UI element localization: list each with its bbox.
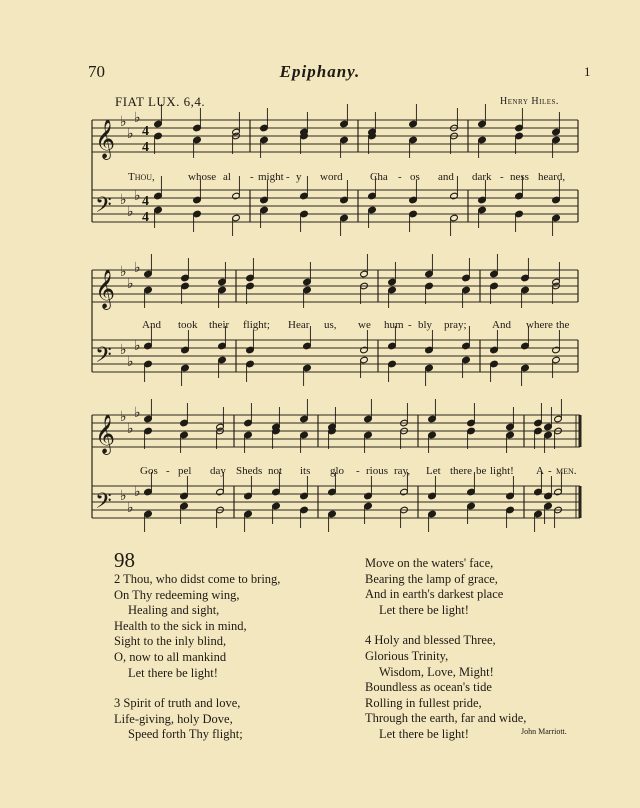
treble-clef-icon: 𝄞 [95,269,116,309]
lyric-syllable: whose [188,171,217,183]
verse-line: Health to the sick in mind, [114,618,247,633]
page-number: 70 [88,62,105,81]
lyric-syllable: flight; [243,319,270,331]
lyric-syllable: and [438,171,454,183]
lyric-syllable: Sheds [236,465,263,477]
lyric-syllable: Gos [140,465,158,477]
lyric-syllable: Hear [288,319,310,331]
flat-icon: ♭ [120,410,127,425]
lyric-syllable: the [556,319,570,331]
flat-icon: ♭ [120,489,127,504]
verse-line: Life-giving, holy Dove, [114,711,233,726]
verse-line: Let there be light! [379,726,469,741]
verse-line: On Thy redeeming wing, [114,587,240,602]
lyric-syllable: where [526,319,553,331]
lyric-syllable: dark [472,171,492,183]
verse-line: O, now to all mankind [114,649,227,664]
flat-icon: ♭ [120,115,127,130]
time-signature-top: 4 [142,194,149,209]
time-signature-top: 4 [142,124,149,139]
lyric-syllable: - [548,465,552,477]
tune-name: FIAT LUX. 6,4. [115,94,206,109]
flat-icon: ♭ [134,261,141,276]
verse-line [114,681,280,696]
lyric-syllable: might [258,171,284,183]
flat-icon: ♭ [120,343,127,358]
verse-line: Let there be light! [128,665,218,680]
verse-line: Move on the waters' face, [365,556,494,570]
lyric-syllable: we [358,319,371,331]
flat-icon: ♭ [134,189,141,204]
lyric-syllable: A [536,465,544,477]
verse-line: Bearing the lamp of grace, [365,571,498,586]
flat-icon: ♭ [127,127,134,142]
bass-clef-icon: 𝄢 [95,193,112,223]
lyric-syllable: al [223,171,231,183]
lyric-syllable: os [410,171,420,183]
lyric-syllable: their [209,319,230,331]
verse-line: Boundless as ocean's tide [365,680,492,695]
lyric-syllable: hum [384,319,404,331]
flat-icon: ♭ [134,485,141,500]
lyric-syllable: - [398,171,402,183]
verse-line: Speed forth Thy flight; [128,727,243,742]
verses-left-column [114,572,280,743]
flat-icon: ♭ [134,406,141,421]
corner-mark: 1 [584,64,591,79]
verse-line: And in earth's darkest place [365,587,504,602]
lyric-syllable: rious [366,465,388,477]
verse-line: Let there be light! [379,602,469,617]
verse-line: 2 Thou, who didst come to bring, [114,572,281,586]
composer: Henry Hiles. [500,96,559,107]
lyric-syllable: Let [426,465,441,477]
author: John Marriott. [521,727,567,736]
treble-clef-icon: 𝄞 [95,414,116,454]
lyric-syllable: pel [178,465,192,477]
lyric-syllable: there [450,465,472,477]
flat-icon: ♭ [120,193,127,208]
flat-icon: ♭ [134,339,141,354]
lyric-syllable: - [500,171,504,183]
lyric-syllable: Thou, [128,171,155,183]
flat-icon: ♭ [127,277,134,292]
lyric-syllable: word [320,171,343,183]
lyric-syllable: Cha [370,171,388,183]
verse-line [365,618,526,633]
verse-line: 4 Holy and blessed Three, [365,633,496,648]
flat-icon: ♭ [134,111,141,126]
lyric-syllable: light! [490,465,514,477]
verse-line: Glorious Trinity, [365,648,449,663]
lyric-syllable: bly [418,319,433,331]
time-signature-bottom: 4 [142,210,149,225]
lyric-syllable: - [356,465,360,477]
lyric-syllable: its [300,465,311,477]
lyric-syllable: ray, [394,465,411,477]
flat-icon: ♭ [127,205,134,220]
lyric-syllable: heard, [538,171,566,183]
bass-clef-icon: 𝄢 [95,343,112,373]
verses-right-column [365,556,526,743]
lyric-syllable: men. [556,465,577,477]
lyric-syllable: pray; [444,319,467,331]
lyric-syllable: - [286,171,290,183]
time-signature-bottom: 4 [142,140,149,155]
flat-icon: ♭ [127,355,134,370]
lyric-syllable: And [142,319,161,331]
verse-line: 3 Spirit of truth and love, [114,696,241,711]
flat-icon: ♭ [127,501,134,516]
lyric-syllable: y [296,171,302,183]
lyric-syllable: day [210,465,226,477]
treble-clef-icon: 𝄞 [95,119,116,159]
lyric-syllable: - [166,465,170,477]
lyric-syllable: not [268,465,283,477]
lyric-syllable: And [492,319,511,331]
lyric-syllable: - [408,319,412,331]
lyric-syllable: glo [330,465,345,477]
verse-line: Healing and sight, [128,603,220,618]
lyric-syllable: ness [510,171,529,183]
flat-icon: ♭ [127,422,134,437]
bass-clef-icon: 𝄢 [95,489,112,519]
lyric-syllable: us, [324,319,337,331]
hymn-number: 98 [114,548,135,572]
flat-icon: ♭ [120,265,127,280]
running-head: Epiphany. [279,62,361,81]
lyric-syllable: took [178,319,198,331]
verse-line: Rolling in fullest pride, [365,695,482,710]
verse-line: Sight to the inly blind, [114,634,227,649]
verse-line: Through the earth, far and wide, [365,711,527,726]
lyric-syllable: be [476,465,487,477]
lyric-syllable: - [250,171,254,183]
verse-line: Wisdom, Love, Might! [379,664,494,679]
